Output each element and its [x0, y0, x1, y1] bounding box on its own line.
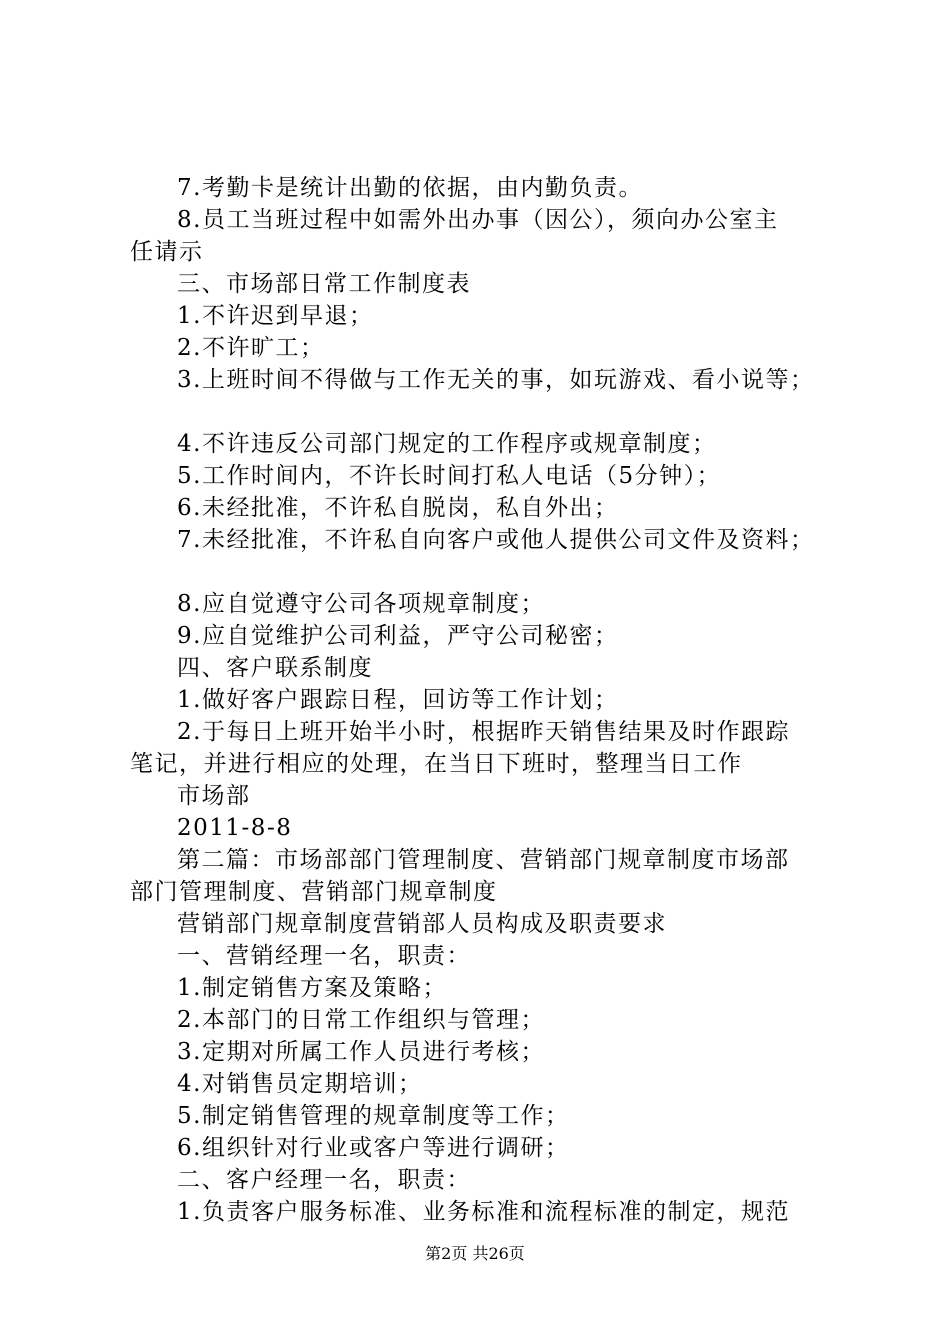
document-body [130, 172, 845, 1228]
text-line: 2011-8-8 [177, 815, 293, 841]
text-line: 9.应自觉维护公司利益，严守公司秘密； [177, 623, 619, 649]
text-line: 1.做好客户跟踪日程，回访等工作计划； [177, 687, 619, 713]
text-line: 市场部 [177, 783, 251, 809]
text-line: 部门管理制度、营销部门规章制度 [130, 879, 498, 905]
text-line: 任请示 [130, 239, 204, 265]
text-line: 1.制定销售方案及策略； [177, 975, 447, 1001]
text-line: 笔记，并进行相应的处理，在当日下班时，整理当日工作 [130, 751, 743, 777]
text-line: 8.员工当班过程中如需外出办事（因公），须向办公室主 [177, 207, 779, 233]
text-line: 8.应自觉遵守公司各项规章制度； [177, 591, 545, 617]
text-line: 1.负责客户服务标准、业务标准和流程标准的制定，规范 [177, 1199, 790, 1225]
text-line: 7.未经批准，不许私自向客户或他人提供公司文件及资料； [177, 527, 815, 553]
text-line: 二、客户经理一名，职责： [177, 1167, 471, 1193]
text-line: 4.不许违反公司部门规定的工作程序或规章制度； [177, 431, 717, 457]
text-line: 四、客户联系制度 [177, 655, 373, 681]
text-line: 3.定期对所属工作人员进行考核； [177, 1039, 545, 1065]
text-line: 营销部门规章制度营销部人员构成及职责要求 [177, 911, 667, 937]
text-line: 2.本部门的日常工作组织与管理； [177, 1007, 545, 1033]
text-line: 5.工作时间内，不许长时间打私人电话（5分钟）； [177, 463, 722, 489]
text-line: 4.对销售员定期培训； [177, 1071, 423, 1097]
text-line: 一、营销经理一名，职责： [177, 943, 471, 969]
text-line: 2.不许旷工； [177, 335, 325, 361]
blank-line [130, 556, 845, 588]
text-line: 第二篇：市场部部门管理制度、营销部门规章制度市场部 [177, 847, 790, 873]
text-line: 7.考勤卡是统计出勤的依据，由内勤负责。 [177, 175, 643, 201]
blank-line [130, 396, 845, 428]
text-line: 6.组织针对行业或客户等进行调研； [177, 1135, 570, 1161]
text-line: 1.不许迟到早退； [177, 303, 374, 329]
text-line: 三、市场部日常工作制度表 [177, 271, 471, 297]
text-line: 3.上班时间不得做与工作无关的事，如玩游戏、看小说等； [177, 367, 815, 393]
text-line: 2.于每日上班开始半小时，根据昨天销售结果及时作跟踪 [177, 719, 790, 745]
page-footer: 第2页 共26页 [425, 1244, 525, 1263]
text-line: 5.制定销售管理的规章制度等工作； [177, 1103, 570, 1129]
text-line: 6.未经批准，不许私自脱岗，私自外出； [177, 495, 619, 521]
